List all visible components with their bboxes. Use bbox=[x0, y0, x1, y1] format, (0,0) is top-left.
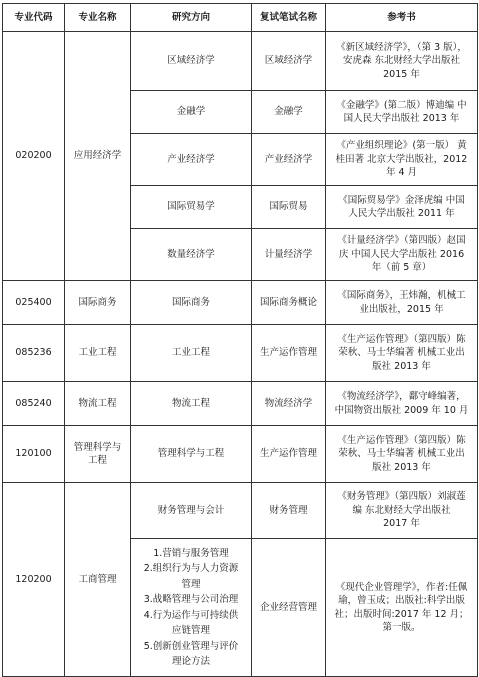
exam-name-cell: 区域经济学 bbox=[252, 32, 326, 91]
reference-book-line: 中国物资出版社 2009 年 10 月 bbox=[334, 404, 469, 416]
research-direction-line: 数量经济学 bbox=[167, 248, 215, 260]
research-direction-line: 区域经济学 bbox=[167, 55, 215, 67]
table-body bbox=[3, 32, 478, 677]
reference-book-line: 编 东北财经大学出版社 bbox=[352, 504, 451, 516]
reference-book-line: 年 4 月 bbox=[385, 167, 418, 179]
reference-book-line: 《物流经济学》，鄱守峰编著， bbox=[337, 391, 466, 402]
major-code-cell: 025400 bbox=[3, 281, 65, 325]
research-direction-cell bbox=[131, 483, 252, 539]
major-name-cell bbox=[65, 325, 131, 382]
reference-book-line: 《现代企业管理学》，作者:任佩 bbox=[335, 581, 468, 593]
reference-book-line: 《计量经济学》（第四版）赵国 bbox=[337, 235, 466, 247]
major-name-line: 应用经济学 bbox=[73, 150, 122, 162]
major-code-cell: 085236 bbox=[3, 325, 65, 382]
research-direction-line: 财务管理与会计 bbox=[157, 504, 225, 516]
research-direction-cell bbox=[131, 426, 252, 483]
reference-book-line: 《国际贸易学》金泽虎编 中国 bbox=[338, 194, 465, 206]
research-direction-line: 国际商务 bbox=[171, 296, 210, 308]
table-row bbox=[3, 281, 478, 325]
reference-book-cell bbox=[326, 186, 478, 229]
reference-book-line: 社；出版时间:2017 年 12 月； bbox=[334, 608, 469, 620]
exam-name-cell: 生产运作管理 bbox=[252, 325, 326, 382]
reference-book-line: 2015 年 bbox=[383, 68, 420, 80]
table-row bbox=[3, 325, 478, 382]
header-reference-book: 参考书 bbox=[326, 4, 478, 32]
major-code-cell: 120100 bbox=[3, 426, 65, 483]
header-major-name: 专业名称 bbox=[65, 4, 131, 32]
reference-book-cell bbox=[326, 539, 478, 677]
research-direction-line: 2.组织行为与人力资源 bbox=[143, 563, 239, 574]
reference-book-line: 《生产运作管理》（第四版）陈 bbox=[337, 434, 466, 446]
major-name-line: 国际商务 bbox=[78, 296, 117, 308]
research-direction-cell bbox=[131, 382, 252, 426]
reference-book-line: 桂田著 北京大学出版社，2012 bbox=[335, 153, 468, 165]
reference-book-line: 《生产运作管理》（第四版）陈 bbox=[337, 333, 466, 345]
major-name-cell bbox=[65, 32, 131, 281]
reference-book-cell bbox=[326, 32, 478, 91]
reference-book-line: 年（前 5 章） bbox=[371, 262, 432, 274]
research-direction-cell bbox=[131, 229, 252, 281]
research-direction-line: 理论方法 bbox=[171, 656, 210, 667]
research-direction-line: 5.创新创业管理与评价 bbox=[143, 640, 239, 652]
header-major-code: 专业代码 bbox=[3, 4, 65, 32]
reference-book-line: 2017 年 bbox=[383, 518, 420, 530]
exam-name-cell: 国际贸易 bbox=[252, 186, 326, 229]
reference-book-line: 《新区域经济学》，（第 3 版）， bbox=[336, 41, 467, 53]
research-direction-line: 工业工程 bbox=[171, 347, 210, 359]
reference-book-line: 瑜，曾玉成；出版社:科学出版 bbox=[338, 595, 465, 606]
reference-book-line: 人民大学出版社 2011 年 bbox=[348, 208, 455, 219]
major-name-line: 工程 bbox=[87, 455, 107, 466]
exam-name-cell: 财务管理 bbox=[252, 483, 326, 539]
reference-book-cell bbox=[326, 281, 478, 325]
research-direction-cell bbox=[131, 32, 252, 91]
reference-book-cell bbox=[326, 229, 478, 281]
exam-name-cell: 生产运作管理 bbox=[252, 426, 326, 483]
reference-book-line: 荣秋、马士华编著 机械工业出 bbox=[338, 347, 465, 359]
reference-book-line: 庆 中国人民大学出版社 2016 bbox=[338, 248, 465, 260]
header-exam-name: 复试笔试名称 bbox=[252, 4, 326, 32]
reference-book-line: 《产业组织理论》(第一版） 黄 bbox=[336, 140, 467, 152]
research-direction-line: 应链管理 bbox=[171, 625, 210, 636]
reference-book-cell bbox=[326, 483, 478, 539]
research-direction-cell bbox=[131, 186, 252, 229]
major-name-cell bbox=[65, 281, 131, 325]
major-name-cell bbox=[65, 426, 131, 483]
reference-book-cell bbox=[326, 426, 478, 483]
table-row bbox=[3, 426, 478, 483]
reference-book-line: 《国际商务》，王炜瀚，机械工 bbox=[337, 290, 466, 301]
major-name-line: 管理科学与 bbox=[73, 441, 122, 453]
table-row bbox=[3, 32, 478, 91]
major-name-cell bbox=[65, 382, 131, 426]
table-row bbox=[3, 483, 478, 539]
research-direction-line: 物流工程 bbox=[171, 397, 210, 409]
major-name-line: 工商管理 bbox=[78, 573, 117, 585]
major-name-cell bbox=[65, 483, 131, 677]
reference-book-line: 业出版社，2015 年 bbox=[359, 303, 444, 315]
reference-book-line: 《财务管理》（第四版）刘淑莲 bbox=[337, 491, 466, 503]
exam-name-cell: 金融学 bbox=[252, 91, 326, 134]
research-direction-cell bbox=[131, 134, 252, 186]
reference-book-cell bbox=[326, 382, 478, 426]
major-name-line: 工业工程 bbox=[78, 347, 117, 359]
reference-book-cell bbox=[326, 134, 478, 186]
table-header-row bbox=[3, 4, 478, 32]
reference-book-line: 版社 2013 年 bbox=[372, 360, 431, 372]
major-code-cell: 120200 bbox=[3, 483, 65, 677]
header-research-direction: 研究方向 bbox=[131, 4, 252, 32]
research-direction-cell bbox=[131, 325, 252, 382]
exam-name-cell: 企业经营管理 bbox=[252, 539, 326, 677]
reference-book-line: 版社 2013 年 bbox=[372, 461, 431, 473]
research-direction-line: 4.行为运作与可持续供 bbox=[143, 609, 239, 621]
research-direction-cell bbox=[131, 91, 252, 134]
research-direction-line: 金融学 bbox=[176, 106, 206, 118]
reference-book-line: 第一版。 bbox=[382, 622, 421, 633]
research-direction-line: 管理 bbox=[181, 578, 201, 590]
research-direction-cell bbox=[131, 281, 252, 325]
reference-book-line: 安虎森 东北财经大学出版社 bbox=[342, 55, 461, 67]
research-direction-line: 3.战略管理与公司治理 bbox=[143, 594, 239, 605]
major-code-cell: 020200 bbox=[3, 32, 65, 281]
major-name-line: 物流工程 bbox=[78, 397, 117, 409]
exam-name-cell: 计量经济学 bbox=[252, 229, 326, 281]
reference-book-cell bbox=[326, 91, 478, 134]
reference-book-line: 荣秋、马士华编著 机械工业出 bbox=[338, 448, 465, 460]
research-direction-line: 1.营销与服务管理 bbox=[153, 547, 229, 559]
research-direction-line: 国际贸易学 bbox=[167, 201, 215, 213]
reference-book-cell bbox=[326, 325, 478, 382]
research-direction-cell bbox=[131, 539, 252, 677]
reference-book-line: 《金融学》(第二版）博迪编 中 bbox=[336, 99, 467, 111]
table-row bbox=[3, 382, 478, 426]
major-code-cell: 085240 bbox=[3, 382, 65, 426]
reference-books-table bbox=[2, 3, 478, 677]
exam-name-cell: 国际商务概论 bbox=[252, 281, 326, 325]
exam-name-cell: 物流经济学 bbox=[252, 382, 326, 426]
research-direction-line: 管理科学与工程 bbox=[157, 448, 225, 460]
research-direction-line: 产业经济学 bbox=[167, 153, 215, 165]
reference-book-line: 国人民大学出版社 2013 年 bbox=[343, 113, 460, 124]
exam-name-cell: 产业经济学 bbox=[252, 134, 326, 186]
